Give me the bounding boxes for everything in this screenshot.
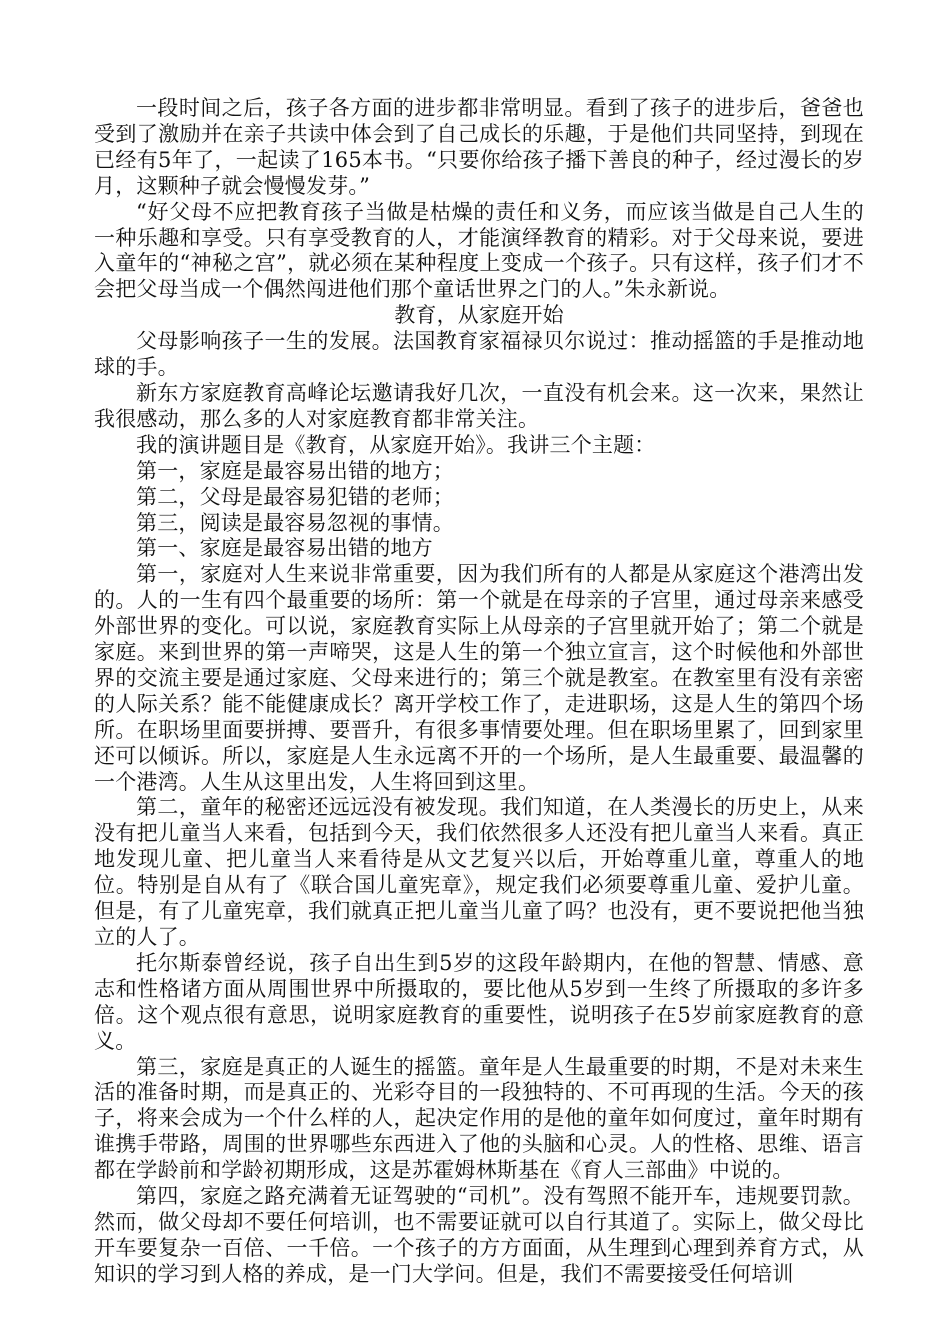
subsection-heading: 第一、家庭是最容易出错的地方 [136, 536, 433, 561]
paragraph: 第四，家庭之路充满着无证驾驶的“司机”。没有驾照不能开车，违规要罚款。然而，做父母却不要任何培训，也不需要证就可以自行其道了。实际上，做父母比开车要复杂一百倍、一千倍。一个孩子的方方面面，从生理到心理到养育方式，从知识的学习到人格的养成，是一门大学问。但是，我们不需要接受任何培训 [94, 1184, 864, 1286]
section-heading: 教育，从家庭开始 [394, 303, 564, 328]
paragraph: 第一，家庭对人生来说非常重要，因为我们所有的人都是从家庭这个港湾出发的。人的一生有四个最重要的场所：第一个就是在母亲的子宫里，通过母亲来感受外部世界的变化。可以说，家庭教育实际上从母亲的子宫里就开始了；第二个就是家庭。来到世界的第一声啼哭，这是人生的第一个独立宣言，这个时候他和外部世界的交流主要是通过家庭、父母来进行的；第三个就是教室。在教室里有没有亲密的人际关系？能不能健康成长？离开学校工作了，走进职场，这是人生的第四个场所。在职场里面要拼搏、要晋升，有很多事情要处理。但在职场里累了，回到家里还可以倾诉。所以，家庭是人生永远离不开的一个场所，是人生最重要、最温馨的一个港湾。人生从这里出发，人生将回到这里。 [94, 562, 864, 794]
paragraph: 第二，童年的秘密还远远没有被发现。我们知道，在人类漫长的历史上，从来没有把儿童当人来看，包括到今天，我们依然很多人还没有把儿童当人来看。真正地发现儿童、把儿童当人来看待是从文艺复兴以后，开始尊重儿童，尊重人的地位。特别是自从有了《联合国儿童宪章》，规定我们必须要尊重儿童、爱护儿童。但是，有了儿童宪章，我们就真正把儿童当儿童了吗？也没有，更不要说把他当独立的人了。 [94, 795, 864, 949]
list-item: 第二，父母是最容易犯错的老师； [136, 484, 454, 509]
paragraph: 托尔斯泰曾经说，孩子自出生到5岁的这段年龄期内，在他的智慧、情感、意志和性格诸方面从周围世界中所摄取的，要比他从5岁到一生终了所摄取的多许多倍。这个观点很有意思，说明家庭教育的重要性，说明孩子在5岁前家庭教育的意义。 [94, 950, 864, 1053]
paragraph: 父母影响孩子一生的发展。法国教育家福禄贝尔说过：推动摇篮的手是推动地球的手。 [94, 329, 864, 380]
list-item: 第三，阅读是最容易忽视的事情。 [136, 510, 454, 535]
list-item: 第一，家庭是最容易出错的地方； [136, 458, 454, 483]
paragraph: “好父母不应把教育孩子当做是枯燥的责任和义务，而应该当做是自己人生的一种乐趣和享受。只有享受教育的人，才能演绎教育的精彩。对于父母来说，要进入童年的“神秘之宫”，就必须在某种程度上变成一个孩子。只有这样，孩子们才不会把父母当成一个偶然闯进他们那个童话世界之门的人。”朱永新说。 [94, 199, 864, 302]
paragraph: 第三，家庭是真正的人诞生的摇篮。童年是人生最重要的时期，不是对未来生活的准备时期，而是真正的、光彩夺目的一段独特的、不可再现的生活。今天的孩子，将来会成为一个什么样的人，起决定作用的是他的童年如何度过，童年时期有谁携手带路，周围的世界哪些东西进入了他的头脑和心灵。人的性格、思维、语言都在学龄前和学龄初期形成，这是苏霍姆林斯基在《育人三部曲》中说的。 [94, 1054, 864, 1183]
paragraph: 我的演讲题目是《教育，从家庭开始》。我讲三个主题： [136, 432, 656, 457]
paragraph: 一段时间之后，孩子各方面的进步都非常明显。看到了孩子的进步后，爸爸也受到了激励并在亲子共读中体会到了自己成长的乐趣，于是他们共同坚持，到现在已经有5年了，一起读了165本书。“只要你给孩子播下善良的种子，经过漫长的岁月，这颗种子就会慢慢发芽。” [94, 96, 864, 198]
document-body [94, 96, 864, 1288]
paragraph: 新东方家庭教育高峰论坛邀请我好几次，一直没有机会来。这一次来，果然让我很感动，那么多的人对家庭教育都非常关注。 [94, 380, 864, 431]
